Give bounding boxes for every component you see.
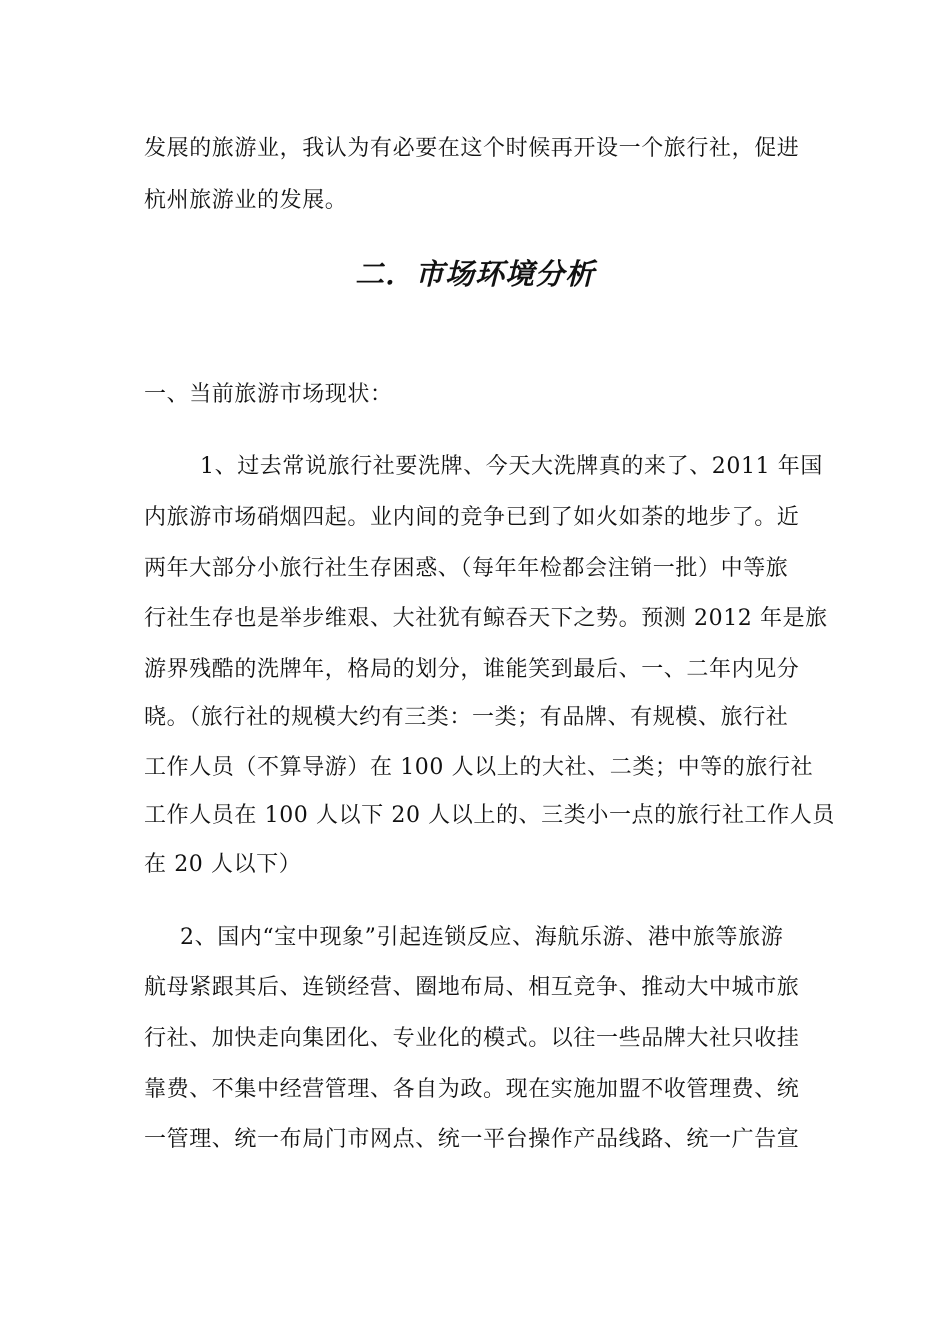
paragraph2-line-2: 航母紧跟其后、连锁经营、圈地布局、相互竞争、推动大中城市旅 [144, 975, 800, 1000]
intro-line-1: 发展的旅游业，我认为有必要在这个时候再开设一个旅行社，促进 [144, 136, 800, 161]
paragraph2-line-3: 行社、加快走向集团化、专业化的模式。以往一些品牌大社只收挂 [144, 1026, 800, 1051]
paragraph1-line-4: 行社生存也是举步维艰、大社犹有鲸吞天下之势。预测 2012 年是旅 [144, 606, 828, 631]
paragraph2-line-1: 2、国内“宝中现象”引起连锁反应、海航乐游、港中旅等旅游 [180, 925, 784, 950]
paragraph1-line-3: 两年大部分小旅行社生存困惑、（每年年检都会注销一批）中等旅 [144, 556, 789, 581]
paragraph1-line-5: 游界残酷的洗牌年，格局的划分，谁能笑到最后、一、二年内见分 [144, 657, 800, 682]
paragraph2-line-4: 靠费、不集中经营管理、各自为政。现在实施加盟不收管理费、统 [144, 1077, 800, 1102]
paragraph1-line-7: 工作人员（不算导游）在 100 人以上的大社、二类；中等的旅行社 [144, 755, 814, 780]
paragraph1-line-2: 内旅游市场硝烟四起。业内间的竞争已到了如火如荼的地步了。近 [144, 505, 800, 530]
subsection-title: 一、当前旅游市场现状： [144, 382, 393, 407]
paragraph1-line-9: 在 20 人以下） [144, 852, 302, 877]
paragraph1-line-6: 晓。（旅行社的规模大约有三类：一类；有品牌、有规模、旅行社 [144, 705, 789, 730]
section-heading: 二．市场环境分析 [354, 257, 595, 291]
paragraph2-line-5: 一管理、统一布局门市网点、统一平台操作产品线路、统一广告宣 [144, 1127, 800, 1152]
paragraph1-line-8: 工作人员在 100 人以下 20 人以上的、三类小一点的旅行社工作人员 [144, 803, 835, 828]
paragraph1-line-1: 1、过去常说旅行社要洗牌、今天大洗牌真的来了、2011 年国 [200, 454, 823, 479]
intro-line-2: 杭州旅游业的发展。 [144, 188, 348, 213]
